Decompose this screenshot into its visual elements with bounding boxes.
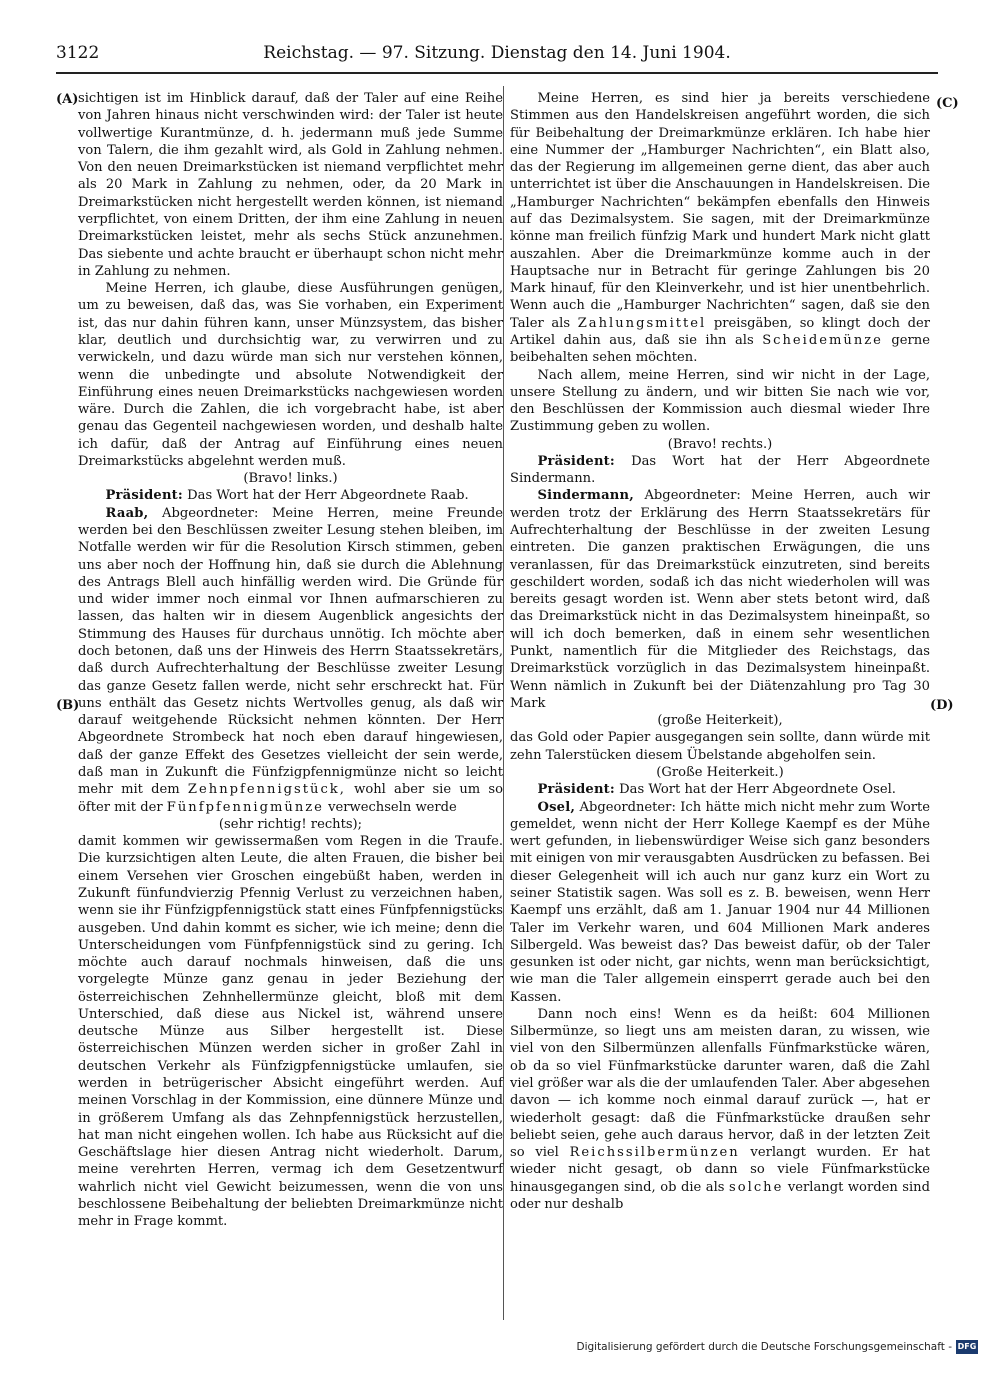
speech-paragraph [510,487,930,712]
speech-paragraph [510,799,930,1006]
interjection: (große Heiterkeit), [657,713,783,729]
paragraph-text: gerne beibehalten sehen möchten. [510,332,930,366]
column-divider [503,86,504,1320]
paragraph: Nach allem, meine Herren, sind wir nicht in der Lage, unsere Stellung zu ändern, und wir bitten Sie nach wie vor, den Beschlüssen der Kommission auch diesmal wieder Ihre Zustimmung geben zu wollen. [510,367,930,435]
speaker-label: Präsident: [537,782,615,798]
spaced-emphasis: Scheidemünze [762,332,883,348]
paragraph-text: verlangt worden sind oder nur deshalb [510,1179,930,1212]
speaker-label: Präsident: [105,488,183,504]
speech-text: Abgeordneter: Meine Herren, auch wir werden trotz der Erklärung des Herrn Staatssekretärs für Aufrechterhaltung der Beschlüsse in der zweiten Lesung eintreten. Die ganzen praktischen Erwägungen, die uns veranlassen, für das Dreimarkstück einzutreten, sind bereits geschildert worden, sodaß ich das nicht wiederholen will was bereits gesagt worden ist. Wenn aber stets betont wird, daß das Dreimarkstück nicht in das Dezimalsystem hineinpaßt, so will ich doch bemerken, daß in einem sehr wesentlichen Punkt, namentlich für die Mitglieder des Reichstags, das Dreimarkstück vorzüglich in das Dezimalsystem hineinpaßt. Wenn nämlich in Zukunft bei der Diätenzahlung pro Tag 30 Mark [510,488,930,711]
paragraph: damit kommen wir gewissermaßen vom Regen in die Traufe. Die kurzsichtigen alten Leute, die alten Frauen, die bisher bei einem Versehen vier Groschen eingebüßt haben, werden in Zukunft fünfundvierzig Pfennig Verlust zu verzeichnen haben, wenn sie ihr Fünfzigpfennigstück statt eines Fünfpfennigstücks ausgeben. Und dahin kommt es sicher, wie ich meine; denn die Unterscheidungen vom Fünfpfennigstück sind zu gering. Ich möchte auch darauf nochmals hinweisen, daß die uns vorgelegte Münze ganz genau in jeder Beziehung der österreichischen Zehnhellermünze gleicht, bloß mit dem Unterschied, daß diese aus Nickel ist, während unsere deutsche Münze aus Silber hergestellt ist. Diese österreichischen Münzen werden sicher in großer Zahl in deutschen Verkehr als Fünfzigpfennigstücke umlaufen, sie werden in betrügerischer Absicht eingeführt werden. Auf meinen Vorschlag in der Kommission, eine dünnere Münze und in größerem Umfang als das Zehnpfennigstück herzustellen, hat man nicht eingehen wollen. Ich habe aus Rücksicht auf die Geschäftslage hier diesen Antrag nicht wiederholt. Darum, meine verehrten Herren, vermag ich dem Gesetzentwurf wahrlich nicht viel Gewicht beizumessen, wenn die von uns beschlossene Beibehaltung der beliebten Dreimarkmünze nicht mehr in Frage kommt. [78,834,503,1230]
speech-text: wohl aber sie um so öfter mit der [78,782,503,815]
spaced-emphasis: solche [729,1179,784,1195]
spaced-emphasis: Reichssilbermünzen [569,1145,740,1161]
paragraph [510,1006,930,1213]
speaker-label: Präsident: [537,453,615,469]
speech-paragraph [78,505,503,816]
speech-text: verwechseln werde [328,799,457,815]
interjection: (Bravo! links.) [243,471,338,487]
interjection: (sehr richtig! rechts); [218,816,363,832]
credit-text: Digitalisierung gefördert durch die Deutsche Forschungsgemeinschaft - [576,1341,952,1353]
president-line [510,453,930,488]
paragraph-text: Meine Herren, es sind hier ja bereits verschiedene Stimmen aus den Handelskreisen angeführt worden, die sich für Beibehaltung der Dreimarkmünze erklären. Ich habe hier eine Nummer der „Hamburger Nachrichten“, ein Blatt also, das der Regierung im allgemeinen gerne dient, das aber auch unterrichtet ist über die Anschauungen in Handelskreisen. Die „Hamburger Nachrichten“ bekämpfen ebenfalls den Hinweis auf das Dezimalsystem. Sie sagen, mit der Dreimarkmünze könne man freilich fünfzig Mark und hundert Mark nicht glatt auszahlen. Aber die Dreimarkmünze komme auch in der Hauptsache nur in Betracht für geringe Zahlungen bis 20 Mark hinauf, für den Kleinverkehr, und ist hier unentbehrlich. Wenn auch die „Hamburger Nachrichten“ sagen, daß sie den Taler als [510,91,930,331]
paragraph [510,90,930,367]
spaced-emphasis: Fünfpfennigmünze [166,799,324,815]
margin-marker-a: (A) [56,92,79,107]
paragraph: Meine Herren, ich glaube, diese Ausführungen genügen, um zu beweisen, daß das, was Sie vorhaben, ein Experiment ist, das nur dahin führen kann, unser Münzsystem, das bisher klar, deutlich und durchsichtig war, zu verwirren und zu verwickeln, und dazu würde man sich nur verstehen können, wenn die unbedingte und absolute Notwendigkeit der Einführung eines neuen Dreimarkstücks nachgewiesen worden wäre. Durch die Zahlen, die ich vorgebracht habe, ist aber genau das Gegenteil nachgewiesen worden, und deshalb halte ich dafür, daß der Antrag auf Einführung eines neuen Dreimarkstücks abgelehnt werden muß. [78,281,503,469]
page-number: 3122 [56,43,100,63]
dfg-logo-icon: DFG [956,1340,978,1354]
page-header [56,40,938,66]
president-line [78,487,503,504]
interjection: (Große Heiterkeit.) [656,764,784,780]
speaker-name: Sindermann, [537,488,634,504]
paragraph-text: verlangt wurden. Er hat wieder nicht gesagt, ob dann so viele Fünfmarkstücke hinausgegangen sind, ob die als [510,1145,930,1195]
president-line [510,781,930,798]
spaced-emphasis: Zehnpfennigstück, [187,782,346,798]
president-text: Das Wort hat der Herr Abgeordnete Raab. [187,488,469,504]
president-text: Das Wort hat der Herr Abgeordnete Osel. [619,782,896,798]
margin-marker-b: (B) [56,698,80,713]
paragraph: sichtigen ist im Hinblick darauf, daß der Taler auf eine Reihe von Jahren hinaus nicht verschwinden wird: der Taler ist heute vollwertige Kurantmünze, d. h. jedermann muß jede Summe von Talern, die ihm gezahlt wird, als Gold in Zahlung nehmen. Von den neuen Dreimarkstücken ist niemand verpflichtet mehr als 20 Mark in Zahlung zu nehmen, oder, da 20 Mark in Dreimarkstücken nicht hergestellt werden können, ist niemand verpflichtet, von einem Dritten, der ihm eine Zahlung in neuen Dreimarkstücken leistet, mehr als sechs Stück anzunehmen. Das siebente und achte braucht er überhaupt schon nicht mehr in Zahlung zu nehmen. [78,91,503,279]
margin-marker-c: (C) [936,96,959,111]
header-rule [56,72,938,74]
left-column [78,90,503,1231]
speaker-name: Osel, [537,799,576,815]
paragraph-text: preisgäben, so klingt doch der Artikel dahin aus, daß sie ihn als [510,315,930,348]
interjection: (Bravo! rechts.) [667,436,773,452]
paragraph: das Gold oder Papier ausgegangen sein sollte, dann würde mit zehn Talerstücken diesem Übelstande abgeholfen sein. [510,730,930,763]
speech-text: Abgeordneter: Meine Herren, meine Freunde werden bei den Beschlüssen zweiter Lesung stehen bleiben, im Notfalle werden wir für die Resolution Kirsch stimmen, geben uns aber noch der Hoffnung hin, daß sie durch die Ablehnung des Antrags Blell auch hinfällig werden wird. Die Gründe für und wider immer noch einmal vor Ihnen aufmarschieren zu lassen, das halten wir in diesem Augenblick angesichts der Stimmung des Hauses für durchaus unnötig. Ich möchte aber doch betonen, daß uns der Hinweis des Herrn Staatssekretärs, daß durch Aufrechterhaltung der Beschlüsse zweiter Lesung das ganze Gesetz fallen werde, nicht sehr erschreckt hat. Für uns enthält das Gesetz nichts Wertvolles genug, als daß wir darauf weitgehende Rücksicht nehmen könnten. Der Herr Abgeordnete Strombeck hat noch eben darauf hingewiesen, daß der ganze Effekt des Gesetzes vielleicht der sein werde, daß man in Zukunft die Fünfzigpfennigmünze nicht so leicht mehr mit dem [78,505,503,798]
digitization-credit [576,1340,978,1354]
paragraph-text: Dann noch eins! Wenn es da heißt: 604 Millionen Silbermünze, so liegt uns am meisten daran, zu wissen, wie viel von den Silbermünzen allenfalls Fünfmarkstücke wären, ob da so viel Fünfmarkstücke darunter waren, daß die Zahl viel größer war als die der umlaufenden Taler. Aber abgesehen davon — ich komme noch einmal darauf zurück —, hat er wiederholt gesagt: daß die Fünfmarkstücke draußen sehr beliebt seien, gehe auch daraus hervor, daß in der letzten Zeit so viel [510,1006,930,1161]
speech-text: Abgeordneter: Ich hätte mich nicht mehr zum Worte gemeldet, wenn nicht der Herr Kollege Kaempf es der Mühe wert gefunden, in liebenswürdiger Weise sich ganz besonders mit einigen von mir verausgabten Ausdrücken zu befassen. Bei dieser Gelegenheit will ich auch nur ganz kurz ein Wort zu seiner Statistik sagen. Was soll es z. B. beweisen, wenn Herr Kaempf uns erzählt, daß am 1. Januar 1904 nur 44 Millionen Taler im Verkehr waren, und 604 Millionen Mark anderes Silbergeld. Was beweist das? Das beweist dafür, ob der Taler gesunken ist oder nicht, gar nichts, wenn man berücksichtigt, wie man die Taler allgemein einsperrt gerade auch bei den Kassen. [510,799,930,1005]
president-text: Das Wort hat der Herr Abgeordnete Sindermann. [510,453,930,487]
running-title: Reichstag. — 97. Sitzung. Dienstag den 14. Juni 1904. [263,43,731,63]
spaced-emphasis: Zahlungsmittel [577,315,707,331]
right-column [510,90,930,1213]
margin-marker-d: (D) [930,698,954,713]
speaker-name: Raab, [105,505,149,521]
